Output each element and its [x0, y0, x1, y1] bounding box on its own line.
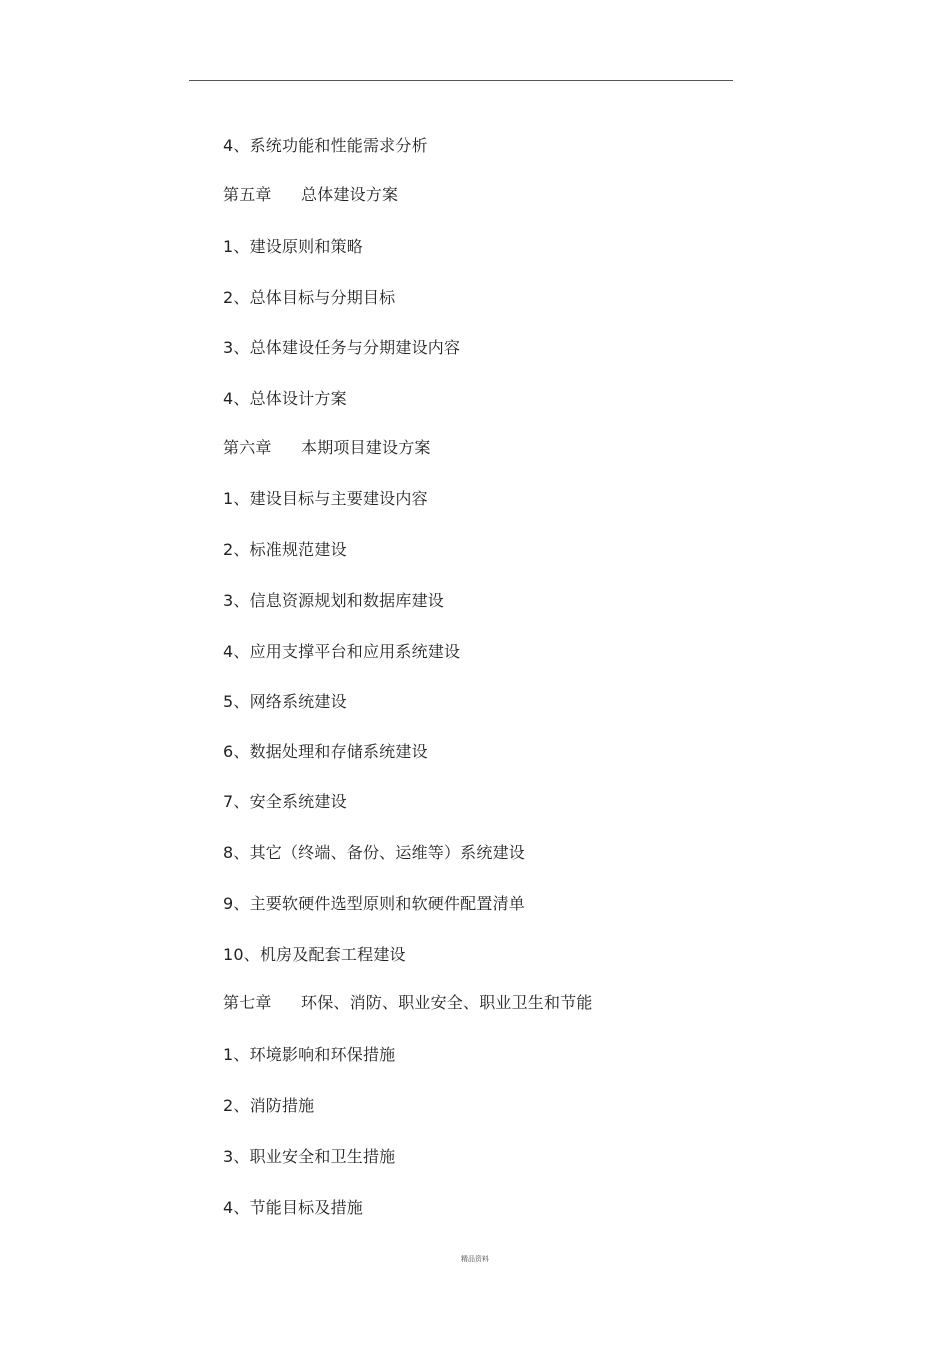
toc-item	[223, 1198, 363, 1218]
toc-item	[223, 1147, 395, 1167]
toc-item-text: 4、总体设计方案	[223, 389, 347, 408]
toc-item	[223, 591, 444, 611]
toc-item-text: 4、节能目标及措施	[223, 1198, 363, 1217]
toc-item-text: 1、环境影响和环保措施	[223, 1045, 396, 1064]
header-rule	[189, 80, 733, 81]
toc-item	[223, 288, 395, 308]
toc-chapter-heading	[223, 438, 431, 458]
toc-item	[223, 792, 347, 812]
toc-item	[223, 489, 428, 509]
toc-item	[223, 540, 347, 560]
toc-item	[223, 894, 525, 914]
chapter-title: 总体建设方案	[301, 185, 399, 204]
toc-item-text: 1、建设目标与主要建设内容	[223, 489, 428, 508]
toc-item-text: 10、机房及配套工程建设	[223, 945, 406, 964]
toc-chapter-heading	[223, 993, 593, 1013]
toc-item-text: 2、总体目标与分期目标	[223, 288, 396, 307]
toc-item-text: 3、信息资源规划和数据库建设	[223, 591, 444, 610]
toc-item	[223, 945, 406, 965]
toc-item	[223, 843, 525, 863]
toc-item-text: 3、总体建设任务与分期建设内容	[223, 338, 461, 357]
chapter-number: 第七章	[223, 993, 272, 1012]
toc-item-text: 2、标准规范建设	[223, 540, 347, 559]
toc-item	[223, 642, 460, 662]
toc-item	[223, 389, 347, 409]
toc-item-text: 3、职业安全和卫生措施	[223, 1147, 396, 1166]
toc-item	[223, 237, 363, 257]
chapter-title: 本期项目建设方案	[301, 438, 431, 457]
toc-item	[223, 1045, 395, 1065]
chapter-number: 第五章	[223, 185, 272, 204]
toc-item	[223, 692, 347, 712]
toc-item	[223, 742, 428, 762]
chapter-title: 环保、消防、职业安全、职业卫生和节能	[301, 993, 593, 1012]
toc-item-text: 8、其它（终端、备份、运维等）系统建设	[223, 843, 525, 862]
chapter-number: 第六章	[223, 438, 272, 457]
toc-chapter-heading	[223, 185, 398, 205]
toc-item-text: 6、数据处理和存储系统建设	[223, 742, 428, 761]
toc-item-text: 7、安全系统建设	[223, 792, 347, 811]
toc-item-text: 5、网络系统建设	[223, 692, 347, 711]
toc-item-text: 4、系统功能和性能需求分析	[223, 136, 428, 155]
toc-item-text: 2、消防措施	[223, 1096, 315, 1115]
toc-item-text: 1、建设原则和策略	[223, 237, 363, 256]
toc-item	[223, 136, 428, 156]
page-footer: 精品资料	[461, 1255, 489, 1263]
toc-item	[223, 1096, 314, 1116]
toc-item-text: 4、应用支撑平台和应用系统建设	[223, 642, 461, 661]
toc-item	[223, 338, 460, 358]
toc-item-text: 9、主要软硬件选型原则和软硬件配置清单	[223, 894, 525, 913]
